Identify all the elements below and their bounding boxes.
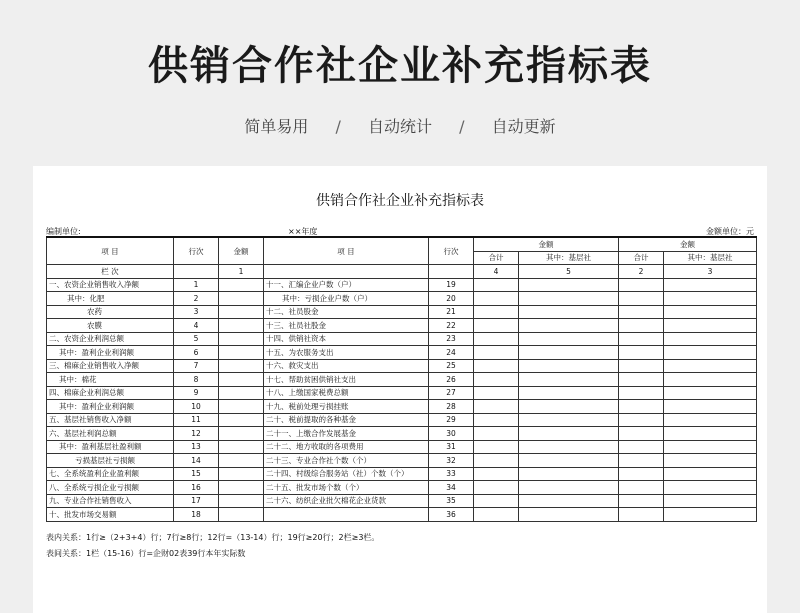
amount-cell[interactable] — [474, 427, 519, 441]
amount-cell[interactable] — [664, 467, 757, 481]
table-cell[interactable] — [429, 265, 474, 279]
amount-cell[interactable] — [619, 440, 664, 454]
amount-cell[interactable] — [519, 292, 619, 306]
header-grassroots-a: 其中：基层社 — [519, 251, 619, 265]
amount-cell[interactable] — [664, 454, 757, 468]
row-number-right: 19 — [429, 278, 474, 292]
row-label-right: 十五、为农服务支出 — [264, 346, 429, 360]
amount-cell[interactable] — [519, 413, 619, 427]
amount-cell[interactable] — [474, 481, 519, 495]
header-item: 项 目 — [47, 237, 174, 265]
row-label-left: 五、基层社销售收入净额 — [47, 413, 174, 427]
indicator-table — [46, 236, 757, 522]
amount-cell[interactable] — [519, 467, 619, 481]
header-item-2: 项 目 — [264, 237, 429, 265]
row-label-right: 其中：亏损企业户数（户） — [264, 292, 429, 306]
amount-cell[interactable] — [474, 278, 519, 292]
amount-cell[interactable] — [219, 359, 264, 373]
amount-cell[interactable] — [519, 400, 619, 414]
subtitle-separator: / — [459, 117, 465, 136]
table-row — [47, 427, 757, 441]
amount-cell[interactable] — [474, 413, 519, 427]
table-row — [47, 332, 757, 346]
table-row — [47, 413, 757, 427]
amount-cell[interactable] — [619, 413, 664, 427]
amount-cell[interactable] — [664, 332, 757, 346]
spreadsheet-sheet — [33, 166, 767, 613]
sheet-title: 供销合作社企业补充指标表 — [316, 193, 484, 209]
note-inter-table: 表间关系：1栏（15-16）行=企财02表39行本年实际数 — [46, 549, 246, 558]
header-total-b: 合计 — [619, 251, 664, 265]
row-label-right: 十八、上缴国家税费总额 — [264, 386, 429, 400]
row-label-right: 十一、汇编企业户数（户） — [264, 278, 429, 292]
row-label-right: 十九、税前处理亏损挂账 — [264, 400, 429, 414]
amount-cell[interactable] — [619, 467, 664, 481]
row-number-left: 8 — [174, 373, 219, 387]
row-label-left: 亏损基层社亏损额 — [47, 454, 174, 468]
amount-cell[interactable] — [664, 359, 757, 373]
amount-cell[interactable] — [474, 292, 519, 306]
row-number-left: 2 — [174, 292, 219, 306]
header-row-no: 行次 — [174, 237, 219, 265]
row-number-right: 27 — [429, 386, 474, 400]
amount-cell[interactable] — [619, 319, 664, 333]
amount-cell[interactable] — [619, 373, 664, 387]
amount-cell[interactable] — [474, 467, 519, 481]
column-number: 3 — [664, 265, 757, 279]
amount-cell[interactable] — [519, 373, 619, 387]
amount-cell[interactable] — [664, 494, 757, 508]
amount-cell[interactable] — [619, 481, 664, 495]
row-number-right: 23 — [429, 332, 474, 346]
table-row — [47, 440, 757, 454]
year-label: ××年度 — [288, 227, 318, 236]
amount-cell[interactable] — [519, 332, 619, 346]
amount-cell[interactable] — [664, 278, 757, 292]
amount-cell[interactable] — [664, 481, 757, 495]
amount-cell[interactable] — [619, 400, 664, 414]
amount-cell[interactable] — [519, 508, 619, 522]
row-number-left: 17 — [174, 494, 219, 508]
row-label-right: 二十二、地方收取的各项费用 — [264, 440, 429, 454]
amount-cell[interactable] — [664, 440, 757, 454]
amount-cell[interactable] — [664, 400, 757, 414]
row-label-left: 一、农资企业销售收入净额 — [47, 278, 174, 292]
amount-cell[interactable] — [519, 481, 619, 495]
row-label-left: 农药 — [47, 305, 174, 319]
row-number-left: 18 — [174, 508, 219, 522]
amount-cell[interactable] — [474, 373, 519, 387]
amount-cell[interactable] — [474, 508, 519, 522]
amount-cell[interactable] — [219, 373, 264, 387]
row-number-left: 6 — [174, 346, 219, 360]
table-row — [47, 481, 757, 495]
row-label-left: 三、棉麻企业销售收入净额 — [47, 359, 174, 373]
row-number-left: 5 — [174, 332, 219, 346]
amount-cell[interactable] — [219, 454, 264, 468]
table-row — [47, 319, 757, 333]
subtitle-auto-update: 自动更新 — [491, 117, 556, 136]
amount-cell[interactable] — [619, 346, 664, 360]
table-row — [47, 400, 757, 414]
header-grassroots-b: 其中：基层社 — [664, 251, 757, 265]
table-row — [47, 508, 757, 522]
column-number: 4 — [474, 265, 519, 279]
row-number-right: 25 — [429, 359, 474, 373]
amount-cell[interactable] — [619, 494, 664, 508]
amount-cell[interactable] — [619, 359, 664, 373]
row-number-right: 26 — [429, 373, 474, 387]
amount-cell[interactable] — [219, 494, 264, 508]
amount-cell[interactable] — [519, 427, 619, 441]
amount-cell[interactable] — [219, 332, 264, 346]
amount-cell[interactable] — [219, 386, 264, 400]
row-label-right: 十七、帮助贫困供销社支出 — [264, 373, 429, 387]
row-label-right: 二十六、纺织企业批欠棉花企业货款 — [264, 494, 429, 508]
row-label-left: 八、全系统亏损企业亏损额 — [47, 481, 174, 495]
amount-cell[interactable] — [474, 400, 519, 414]
amount-cell[interactable] — [474, 440, 519, 454]
amount-cell[interactable] — [474, 494, 519, 508]
row-label-left: 其中：棉花 — [47, 373, 174, 387]
table-row — [47, 373, 757, 387]
row-number-left: 1 — [174, 278, 219, 292]
row-label-left: 二、农资企业利润总额 — [47, 332, 174, 346]
amount-unit-label: 金额单位：元 — [706, 227, 754, 236]
row-label-right: 十二、社员股金 — [264, 305, 429, 319]
amount-cell[interactable] — [619, 508, 664, 522]
row-number-left: 12 — [174, 427, 219, 441]
row-label-left: 七、全系统盈利企业盈利额 — [47, 467, 174, 481]
row-label-right: 十三、社员社股金 — [264, 319, 429, 333]
amount-cell[interactable] — [219, 292, 264, 306]
row-number-left: 13 — [174, 440, 219, 454]
row-number-right: 30 — [429, 427, 474, 441]
row-number-right: 24 — [429, 346, 474, 360]
row-number-right: 21 — [429, 305, 474, 319]
row-number-left: 7 — [174, 359, 219, 373]
amount-cell[interactable] — [219, 319, 264, 333]
amount-cell[interactable] — [664, 508, 757, 522]
row-label-left: 十、批发市场交易额 — [47, 508, 174, 522]
row-label-left: 四、棉麻企业利润总额 — [47, 386, 174, 400]
row-number-left: 15 — [174, 467, 219, 481]
amount-cell[interactable] — [619, 278, 664, 292]
header-total-a: 合计 — [474, 251, 519, 265]
header-amount-a: 金额 — [474, 237, 619, 251]
table-row — [47, 386, 757, 400]
row-number-right: 34 — [429, 481, 474, 495]
amount-cell[interactable] — [219, 400, 264, 414]
amount-cell[interactable] — [664, 305, 757, 319]
row-label-left: 农膜 — [47, 319, 174, 333]
amount-cell[interactable] — [219, 413, 264, 427]
amount-cell[interactable] — [474, 305, 519, 319]
row-label-left: 其中：化肥 — [47, 292, 174, 306]
amount-cell[interactable] — [474, 386, 519, 400]
table-cell[interactable] — [174, 265, 219, 279]
amount-cell[interactable] — [619, 292, 664, 306]
amount-cell[interactable] — [619, 427, 664, 441]
table-row — [47, 346, 757, 360]
row-label-left: 其中：盈利企业利润额 — [47, 346, 174, 360]
subtitle-auto-stat: 自动统计 — [367, 117, 432, 136]
table-row — [47, 278, 757, 292]
row-label-right: 二十一、上缴合作发展基金 — [264, 427, 429, 441]
amount-cell[interactable] — [664, 319, 757, 333]
row-label-right: 十六、救灾支出 — [264, 359, 429, 373]
table-row — [47, 292, 757, 306]
amount-cell[interactable] — [519, 278, 619, 292]
row-number-left: 16 — [174, 481, 219, 495]
row-number-right: 36 — [429, 508, 474, 522]
row-label-right: 二十五、批发市场个数（个） — [264, 481, 429, 495]
column-label: 栏 次 — [47, 265, 174, 279]
amount-cell[interactable] — [519, 346, 619, 360]
row-number-left: 11 — [174, 413, 219, 427]
amount-cell[interactable] — [519, 454, 619, 468]
row-label-right: 二十、税前提取的各种基金 — [264, 413, 429, 427]
header-amount-b: 金额 — [619, 237, 757, 251]
amount-cell[interactable] — [664, 386, 757, 400]
column-number: 2 — [619, 265, 664, 279]
row-label-right: 二十四、村级综合服务站（社）个数（个） — [264, 467, 429, 481]
amount-cell[interactable] — [219, 427, 264, 441]
amount-cell[interactable] — [664, 427, 757, 441]
row-number-left: 4 — [174, 319, 219, 333]
table-row — [47, 494, 757, 508]
amount-cell[interactable] — [519, 359, 619, 373]
row-number-right: 28 — [429, 400, 474, 414]
amount-cell[interactable] — [474, 319, 519, 333]
row-label-left: 六、基层社利润总额 — [47, 427, 174, 441]
row-label-right — [264, 508, 429, 522]
amount-cell[interactable] — [519, 319, 619, 333]
row-number-right: 31 — [429, 440, 474, 454]
compiling-unit-label: 编制单位: — [46, 227, 81, 236]
amount-cell[interactable] — [664, 292, 757, 306]
row-label-left: 其中：盈利企业利润额 — [47, 400, 174, 414]
row-number-right: 20 — [429, 292, 474, 306]
table-row — [47, 305, 757, 319]
subtitle-easy: 简单易用 — [244, 117, 309, 136]
amount-cell[interactable] — [219, 481, 264, 495]
banner-title: 供销合作社企业补充指标表 — [148, 43, 652, 89]
row-number-right: 35 — [429, 494, 474, 508]
amount-cell[interactable] — [619, 386, 664, 400]
table-row — [47, 467, 757, 481]
subtitle-separator: / — [335, 117, 341, 136]
amount-cell[interactable] — [619, 305, 664, 319]
row-label-right: 二十三、专业合作社个数（个） — [264, 454, 429, 468]
row-label-left: 其中：盈利基层社盈利额 — [47, 440, 174, 454]
amount-cell[interactable] — [664, 346, 757, 360]
amount-cell[interactable] — [219, 346, 264, 360]
row-number-left: 3 — [174, 305, 219, 319]
amount-cell[interactable] — [664, 413, 757, 427]
amount-cell[interactable] — [219, 467, 264, 481]
amount-cell[interactable] — [219, 305, 264, 319]
amount-cell[interactable] — [619, 454, 664, 468]
amount-cell[interactable] — [519, 386, 619, 400]
amount-cell[interactable] — [219, 508, 264, 522]
row-number-right: 29 — [429, 413, 474, 427]
amount-cell[interactable] — [474, 454, 519, 468]
table-row — [47, 359, 757, 373]
amount-cell[interactable] — [474, 346, 519, 360]
table-row — [47, 454, 757, 468]
note-intra-table: 表内关系：1行≥（2+3+4）行；7行≥8行；12行=（13-14）行；19行≥20行；2栏≥3栏。 — [46, 533, 380, 542]
amount-cell[interactable] — [519, 494, 619, 508]
amount-cell[interactable] — [474, 359, 519, 373]
row-number-right: 33 — [429, 467, 474, 481]
amount-cell[interactable] — [519, 305, 619, 319]
amount-cell[interactable] — [219, 278, 264, 292]
row-label-right: 十四、供销社资本 — [264, 332, 429, 346]
header-amount: 金额 — [219, 237, 264, 265]
row-number-left: 14 — [174, 454, 219, 468]
amount-cell[interactable] — [219, 440, 264, 454]
header-row-no-2: 行次 — [429, 237, 474, 265]
row-number-right: 32 — [429, 454, 474, 468]
amount-cell[interactable] — [519, 440, 619, 454]
row-label-left: 九、专业合作社销售收入 — [47, 494, 174, 508]
banner-subtitle — [0, 114, 800, 137]
row-number-right: 22 — [429, 319, 474, 333]
column-number: 5 — [519, 265, 619, 279]
column-number: 1 — [219, 265, 264, 279]
row-number-left: 9 — [174, 386, 219, 400]
amount-cell[interactable] — [474, 332, 519, 346]
amount-cell[interactable] — [619, 332, 664, 346]
row-number-left: 10 — [174, 400, 219, 414]
amount-cell[interactable] — [664, 373, 757, 387]
table-cell[interactable] — [264, 265, 429, 279]
